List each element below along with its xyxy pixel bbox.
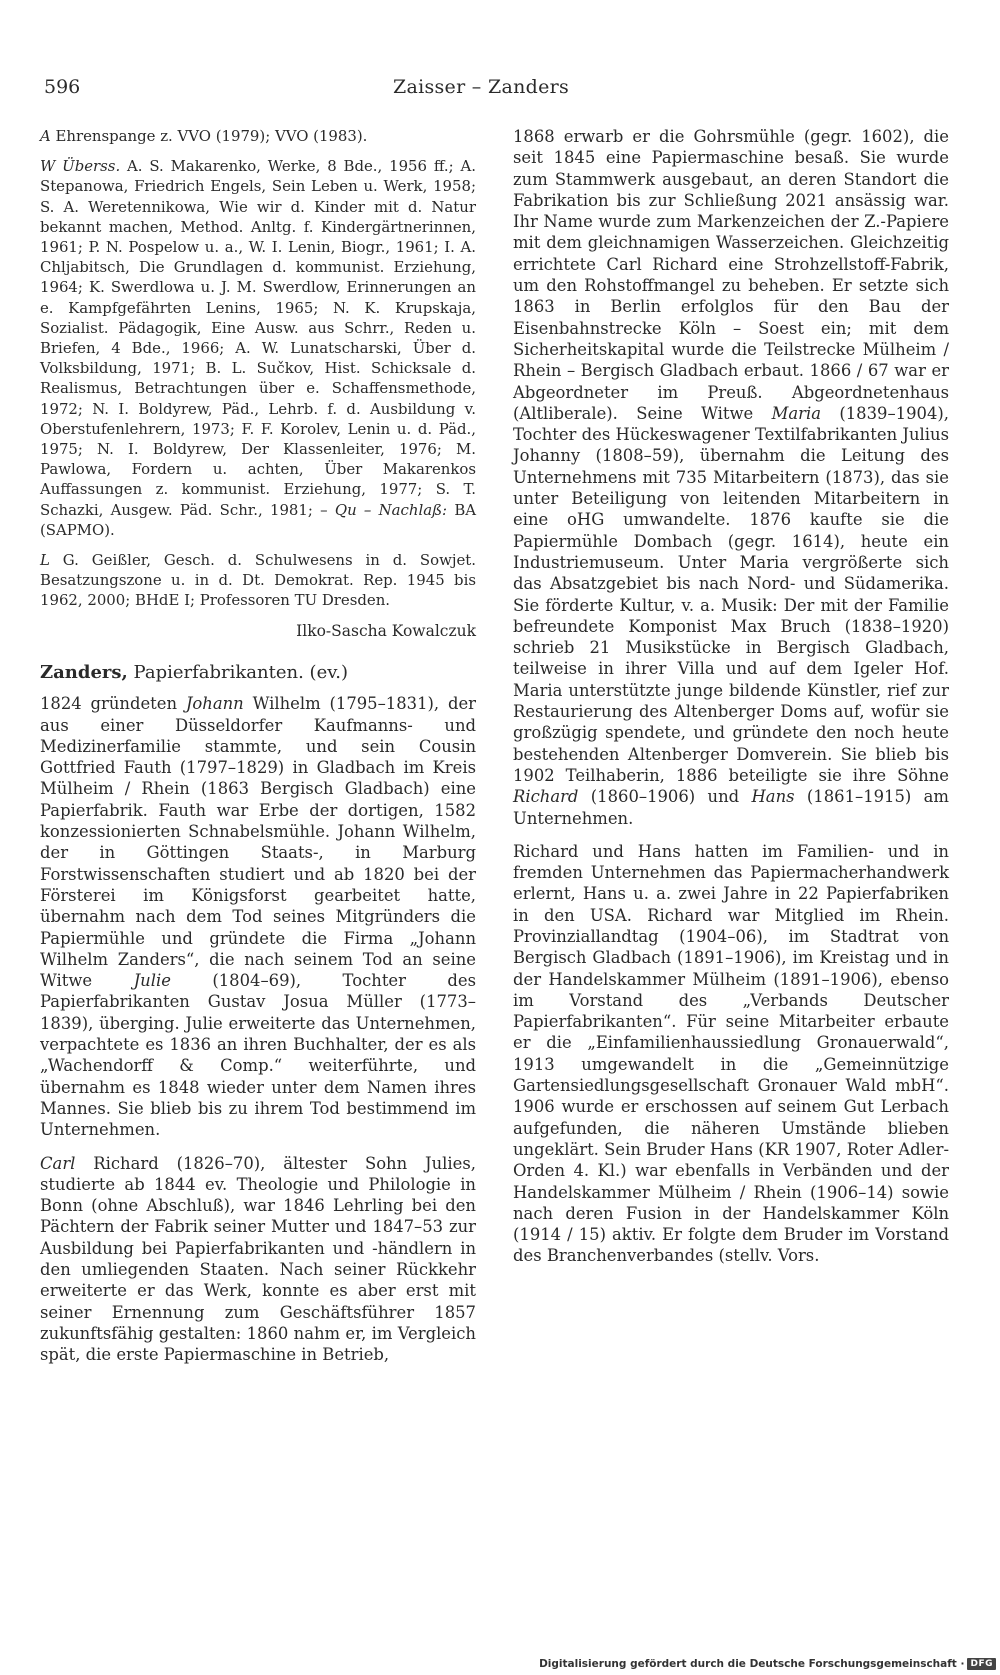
person-name: Hans xyxy=(751,787,795,807)
text-run: (1861–1915) am Unternehmen. xyxy=(513,787,949,828)
person-name: Johann xyxy=(185,694,244,714)
nachlass-text: BA (SAPMO). xyxy=(40,500,477,539)
author-signature: Ilko-Sascha Kowalczuk xyxy=(296,621,476,640)
body-paragraph-3 xyxy=(513,126,949,829)
body-paragraph-4: Richard und Hans hatten im Familien- und in fremden Unternehmen das Papiermacherhandwerk erlernt, Hans u. a. zwei Jahre in 22 Papierfabriken in den USA. Richard war Mitglied im Rhein. Provinziallandtag (1904–06), im Stadtrat von Bergisch Gladbach (1891–1906), im Kreistag und in der Handelskammer Mülheim (1891–1906), ebenso im Vorstand des „Verbands Deutscher Papierfabrikanten“. Für seine Mitarbeiter erbaute er die „Einfamilienhaussiedlung Gronauerwald“, 1913 umgewandelt in die „Gemeinnützige Gartensiedlungsgesellschaft Gronauer Wald mbH“. 1906 wurde er erschossen auf seinem Gut Lerbach aufgefunden, die näheren Umstände blieben ungeklärt. Sein Bruder Hans (KR 1907, Roter Adler-Orden 4. Kl.) war ebenfalls in Verbänden und der Handelskammer Mülheim / Rhein (1906–14) sowie nach deren Fusion in der Handelskammer Köln (1914 / 15) aktiv. Er folgte dem Bruder im Vorstand des Branchenverbandes (stellv. Vors. xyxy=(513,841,949,1266)
page-header xyxy=(44,76,918,102)
works-paragraph xyxy=(40,156,476,540)
text-run: 1868 erwarb er die Gohrsmühle (gegr. 1602), die seit 1845 eine Papiermaschine besaß. Sie wurde zum Stammwerk ausgebaut, an deren Standort die Fabrikation bis zur Schließung 2021 ansässig war. Ihr Name wurde zum Markenzeichen der Z.-Papiere mit dem gleichnamigen Wasserzeichen. Gleichzeitig errichtete Carl Richard eine Strohzellstoff-Fabrik, um den Rohstoffmangel zu beheben. Er setzte sich 1863 in Berlin erfolglos für den Bau der Eisenbahnstrecke Köln – Soest ein; mit dem Sicherheitskapital wurde die Teilstrecke Mülheim / Rhein – Bergisch Gladbach erbaut. 1866 / 67 war er Abgeordneter im Preuß. Abgeordnetenhaus (Altliberale). Seine Witwe xyxy=(513,127,949,423)
text-run: (1804–69), Tochter des Papierfabrikanten Gustav Josua Müller (1773–1839), überging. Julie erweiterte das Unternehmen, verpachtete es 1836 an ihren Buchhalter, der es als „Wachendorff & Comp.“ weiterführte, und übernahm es 1848 wieder unter dem Namen ihres Mannes. Sie blieb bis zu ihrem Tod bestimmend im Unternehmen. xyxy=(40,971,476,1140)
person-name: Richard xyxy=(513,787,579,807)
text-run: Richard (1826–70), ältester Sohn Julies, studierte ab 1844 ev. Theologie und Philologie in Bonn (ohne Abschluß), war 1846 Lehrling bei den Pächtern der Fabrik seiner Mutter und 1847–53 zur Ausbildung bei Papierfabrikanten und -händlern in den umliegenden Staaten. Nach seiner Rückkehr erweiterte er das Werk, konnte es aber erst mit seiner Ernennung zum Geschäftsführer 1857 zukunftsfähig gestalten: 1860 nahm er, im Vergleich spät, die erste Papiermaschine in Betrieb, xyxy=(40,1153,476,1365)
literature-label: L xyxy=(40,551,50,570)
page-number: 596 xyxy=(44,76,81,98)
works-text: A. S. Makarenko, Werke, 8 Bde., 1956 ff.; A. Stepanowa, Friedrich Engels, Sein Leben u. Werk, 1958; S. A. Weretennikowa, Wie wir d. Kinder mit d. Natur bekannt machen, Method. Anltg. f. Kindergärtnerinnen, 1961; P. N. Pospelow u. a., W. I. Lenin, Biogr., 1961; I. A. Chljabitsch, Die Grundlagen d. kommunist. Erziehung, 1964; K. Swerdlowa u. J. M. Swerdlow, Erinnerungen an e. Kampfgefährten Lenins, 1965; N. K. Krupskaja, Sozialist. Pädagogik, Eine Ausw. aus Schrr., Reden u. Briefen, 4 Bde., 1966; A. W. Lunatscharski, Über d. Volksbildung, 1971; B. L. Sučkov, Hist. Schicksale d. Realismus, Betrachtungen über e. Schaffensmethode, 1972; N. I. Boldyrew, Päd., Lehrb. f. d. Ausbildung v. Oberstufenlehrern, 1973; F. F. Korolev, Lenin u. d. Päd., 1975; N. I. Boldyrew, Der Klassenleiter, 1976; M. Pawlowa, Fordern u. achten, Über Makarenkos Auffassungen z. kommunist. Erziehung, 1977; S. T. Schazki, Ausgew. Päd. Schr., 1981; – xyxy=(40,157,476,519)
footer-credit xyxy=(539,1656,996,1672)
awards-label: A xyxy=(40,127,51,145)
footer-text: Digitalisierung gefördert durch die Deutsche Forschungsgemeinschaft · xyxy=(539,1658,965,1670)
dfg-logo-icon: DFG xyxy=(967,1658,996,1670)
person-name: Carl xyxy=(40,1153,76,1173)
awards-paragraph xyxy=(40,126,476,146)
entry-description: Papierfabrikanten. (ev.) xyxy=(133,661,348,683)
person-name: Maria xyxy=(771,403,821,423)
literature-text: G. Geißler, Gesch. d. Schulwesens in d. Sowjet. Besatzungszone u. in d. Dt. Demokrat. Rep. 1945 bis 1962, 2000; BHdE I; Professoren TU Dresden. xyxy=(40,551,476,610)
entry-name: Zanders, xyxy=(40,661,128,683)
text-run: (1839–1904), Tochter des Hückeswagener Textilfabrikanten Julius Johanny (1808–59), übernahm die Leitung des Unternehmens mit 735 Mitarbeitern (1873), das sie unter Beteiligung von leitenden Mitarbeitern in eine oHG umwandelte. 1876 kaufte sie die Papiermühle Dombach (gegr. 1614), heute ein Industriemuseum. Unter Maria vergrößerte sich das Absatzgebiet bis nach Nord- und Südamerika. Sie förderte Kultur, v. a. Musik: Der mit der Familie befreundete Komponist Max Bruch (1838–1920) schrieb 21 Musikstücke in Bergisch Gladbach, teilweise in ihrer Villa und auf dem Igeler Hof. Maria unterstützte junge bildende Künstler, rief zur Restaurierung des Altenberger Doms auf, wofür sie großzügig spendete, und gründete den noch heute bestehenden Altenberger Domverein. Sie blieb bis 1902 Teilhaberin, 1886 beteiligte sie ihre Söhne xyxy=(513,403,949,785)
awards-text: Ehrenspange z. VVO (1979); VVO (1983). xyxy=(55,127,368,145)
left-column xyxy=(40,126,476,1377)
right-column xyxy=(513,126,949,1279)
entry-heading xyxy=(40,662,476,683)
running-title: Zaisser – Zanders xyxy=(392,76,570,98)
literature-paragraph xyxy=(40,550,476,611)
text-run: 1824 gründeten xyxy=(40,694,186,714)
body-paragraph-1 xyxy=(40,693,476,1140)
body-paragraph-2 xyxy=(40,1153,476,1366)
text-run: Wilhelm (1795–1831), der aus einer Düsseldorfer Kaufmanns- und Medizinerfamilie stammte, und sein Cousin Gottfried Fauth (1797–1829) in Gladbach im Kreis Mülheim / Rhein (1863 Bergisch Gladbach) eine Papierfabrik. Fauth war Erbe der dortigen, 1582 konzessionierten Schnabelsmühle. Johann Wilhelm, der in Göttingen Staats-, in Marburg Forstwissenschaften studiert und ab 1820 bei der Försterei im Königsforst gearbeitet hatte, übernahm nach dem Tod seines Mitgründers die Papiermühle und gründete die Firma „Johann Wilhelm Zanders“, die nach seinem Tod an seine Witwe xyxy=(40,694,476,991)
works-label: W Überss. xyxy=(40,157,121,176)
nachlass-label: Qu – Nachlaß: xyxy=(334,500,448,519)
text-run: (1860–1906) und xyxy=(578,787,752,807)
person-name: Julie xyxy=(133,971,171,991)
